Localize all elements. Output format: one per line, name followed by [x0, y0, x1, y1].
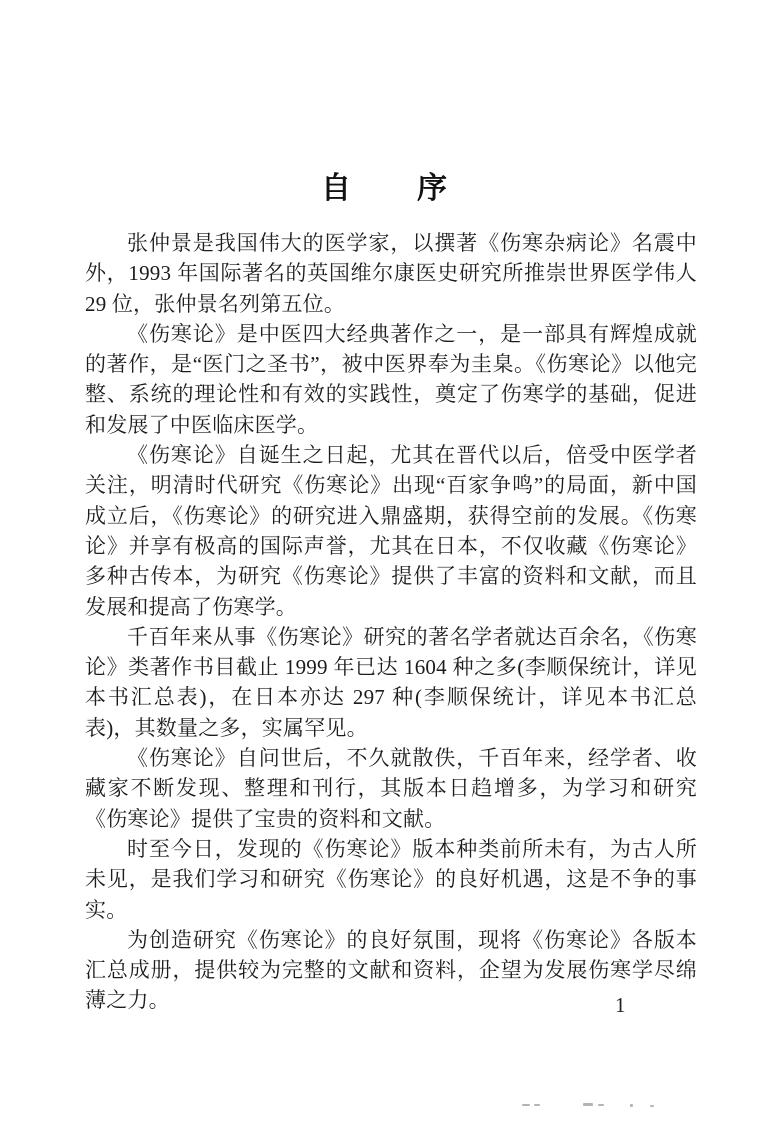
bleed-mark: [534, 1104, 540, 1106]
paragraph-7: 为创造研究《伤寒论》的良好氛围，现将《伤寒论》各版本汇总成册，提供较为完整的文献和资料，企望为发展伤寒学尽绵薄之力。: [85, 927, 697, 1013]
bleed-through-marks: [0, 1101, 778, 1111]
bleed-mark: [598, 1104, 604, 1106]
bleed-mark: [583, 1103, 593, 1106]
bleed-mark: [522, 1104, 530, 1106]
page-title: 自 序: [321, 172, 449, 205]
paragraph-3: 《伤寒论》自诞生之日起，尤其在晋代以后，倍受中医学者关注，明清时代研究《伤寒论》出现“百家争鸣”的局面，新中国成立后，《伤寒论》的研究进入鼎盛期，获得空前的发展。《伤寒论》并享有极高的国际声誉，尤其在日本，不仅收藏《伤寒论》多种古传本，为研究《伤寒论》提供了丰富的资料和文献，而且发展和提高了伤寒学。: [85, 443, 697, 619]
preface-body: [85, 228, 697, 1016]
bleed-mark: [650, 1105, 654, 1107]
page-number: 1: [615, 993, 626, 1017]
paragraph-1: 张仲景是我国伟大的医学家，以撰著《伤寒杂病论》名震中外，1993 年国际著名的英国维尔康医史研究所推崇世界医学伟人 29 位，张仲景名列第五位。: [85, 231, 697, 316]
bleed-mark: [630, 1104, 633, 1107]
paragraph-2: 《伤寒论》是中医四大经典著作之一，是一部具有辉煌成就的著作，是“医门之圣书”，被中医界奉为圭臬。《伤寒论》以他完整、系统的理论性和有效的实践性，奠定了伤寒学的基础，促进和发展了中医临床医学。: [85, 321, 697, 437]
paragraph-5: 《伤寒论》自问世后，不久就散佚，千百年来，经学者、收藏家不断发现、整理和刊行，其版本日趋增多，为学习和研究《伤寒论》提供了宝贵的资料和文献。: [85, 746, 697, 831]
paragraph-6: 时至今日，发现的《伤寒论》版本种类前所未有，为古人所未见，是我们学习和研究《伤寒论》的良好机遇，这是不争的事实。: [85, 836, 697, 922]
paragraph-4: 千百年来从事《伤寒论》研究的著名学者就达百余名，《伤寒论》类著作书目截止 1999 年已达 1604 种之多(李顺保统计，详见本书汇总表)，在日本亦达 297 种(李顺保统计，详见本书汇总表)，其数量之多，实属罕见。: [85, 624, 697, 740]
